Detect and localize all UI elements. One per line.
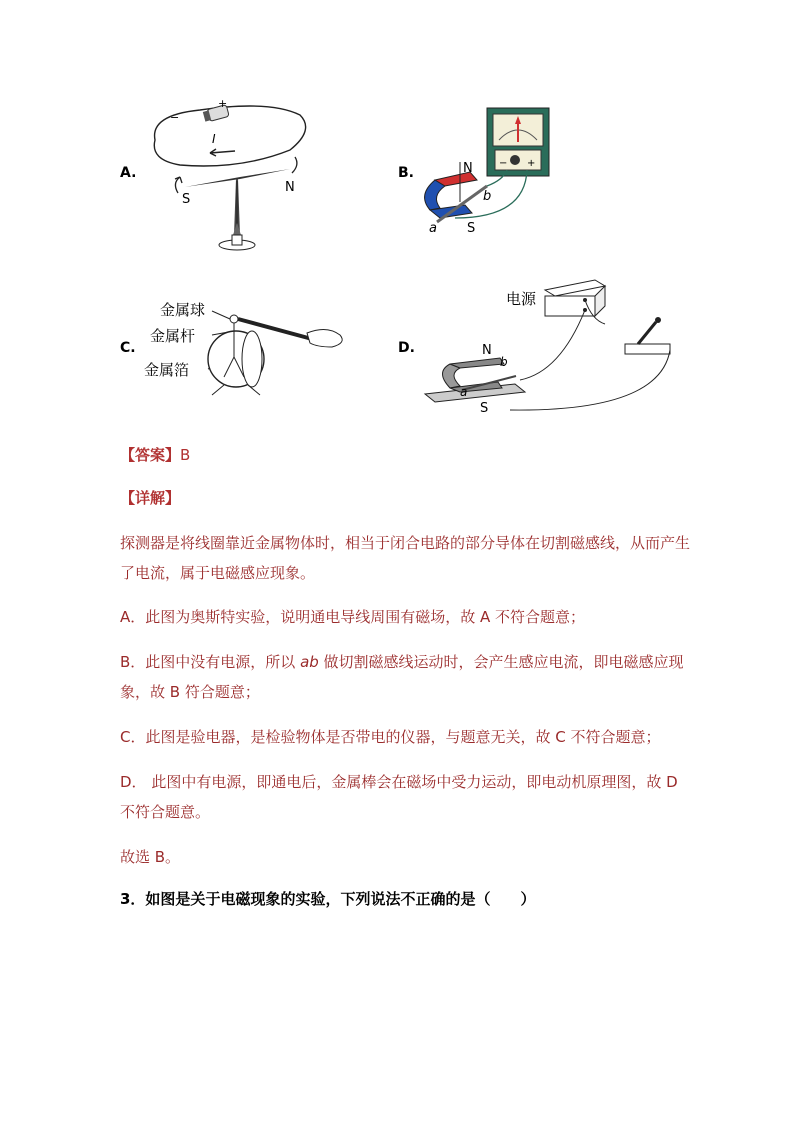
metal-rod-label: 金属杆 (150, 327, 196, 345)
svg-text:+: + (527, 158, 536, 169)
metal-foil-label: 金属箔 (144, 361, 190, 379)
electroscope-figure (142, 295, 352, 400)
current-label: I (212, 132, 216, 146)
electromagnetic-induction-figure (415, 100, 575, 240)
south-pole-label: S (182, 192, 191, 207)
explanation-option-a: A．此图为奥斯特实验，说明通电导线周围有磁场，故 A 不符合题意； (120, 608, 586, 626)
south-pole-label-b: S (467, 221, 476, 236)
south-pole-label-d: S (480, 401, 489, 416)
explanation-option-d: D． 此图中有电源，即通电后，金属棒会在磁场中受力运动，即电动机原理图，故 D 不符合题意。 (120, 773, 678, 821)
answer-prefix: 【答案】 (120, 446, 181, 464)
north-pole-label: N (285, 180, 295, 195)
metal-ball-label: 金属球 (160, 301, 206, 319)
question-3: 3．如图是关于电磁现象的实验，下列说法不正确的是（ ） (120, 890, 536, 908)
motor-principle-figure (420, 272, 680, 417)
explanation-option-c: C．此图是验电器，是检验物体是否带电的仪器，与题意无关，故 C 不符合题意； (120, 728, 661, 746)
explanation-option-b-post: 做切割磁感线运动时，会产生感应电流，即电磁感应现象，故 B 符合题意； (120, 653, 684, 701)
explanation-option-b-var: ab (300, 653, 319, 671)
explanation-option-b-pre: B．此图中没有电源，所以 (120, 653, 301, 671)
conclusion: 故选 B。 (120, 848, 181, 866)
option-a-label: A. (120, 165, 137, 181)
explanation-paragraph-1: 探测器是将线圈靠近金属物体时，相当于闭合电路的部分导体在切割磁感线，从而产生了电流，属于电磁感应现象。 (120, 534, 691, 582)
rod-end-b-label: b (483, 189, 492, 204)
explanation-option-b (120, 647, 690, 707)
rod-end-a-label-d: a (460, 385, 468, 399)
answer-value: B (180, 446, 191, 464)
battery-plus-sign: + (218, 97, 228, 110)
north-pole-label-d: N (482, 343, 492, 358)
battery-minus-sign: − (170, 111, 180, 124)
option-c-label: C. (120, 340, 136, 356)
oersted-experiment-figure (140, 95, 320, 260)
power-source-label: 电源 (506, 290, 537, 308)
option-b-label: B. (398, 165, 414, 181)
option-d-label: D. (398, 340, 415, 356)
detail-heading: 【详解】 (120, 489, 181, 507)
north-pole-label-b: N (463, 161, 473, 176)
rod-end-b-label-d: b (500, 355, 508, 369)
answer-line (120, 444, 190, 465)
rod-end-a-label: a (429, 221, 437, 236)
svg-text:−: − (499, 158, 508, 169)
